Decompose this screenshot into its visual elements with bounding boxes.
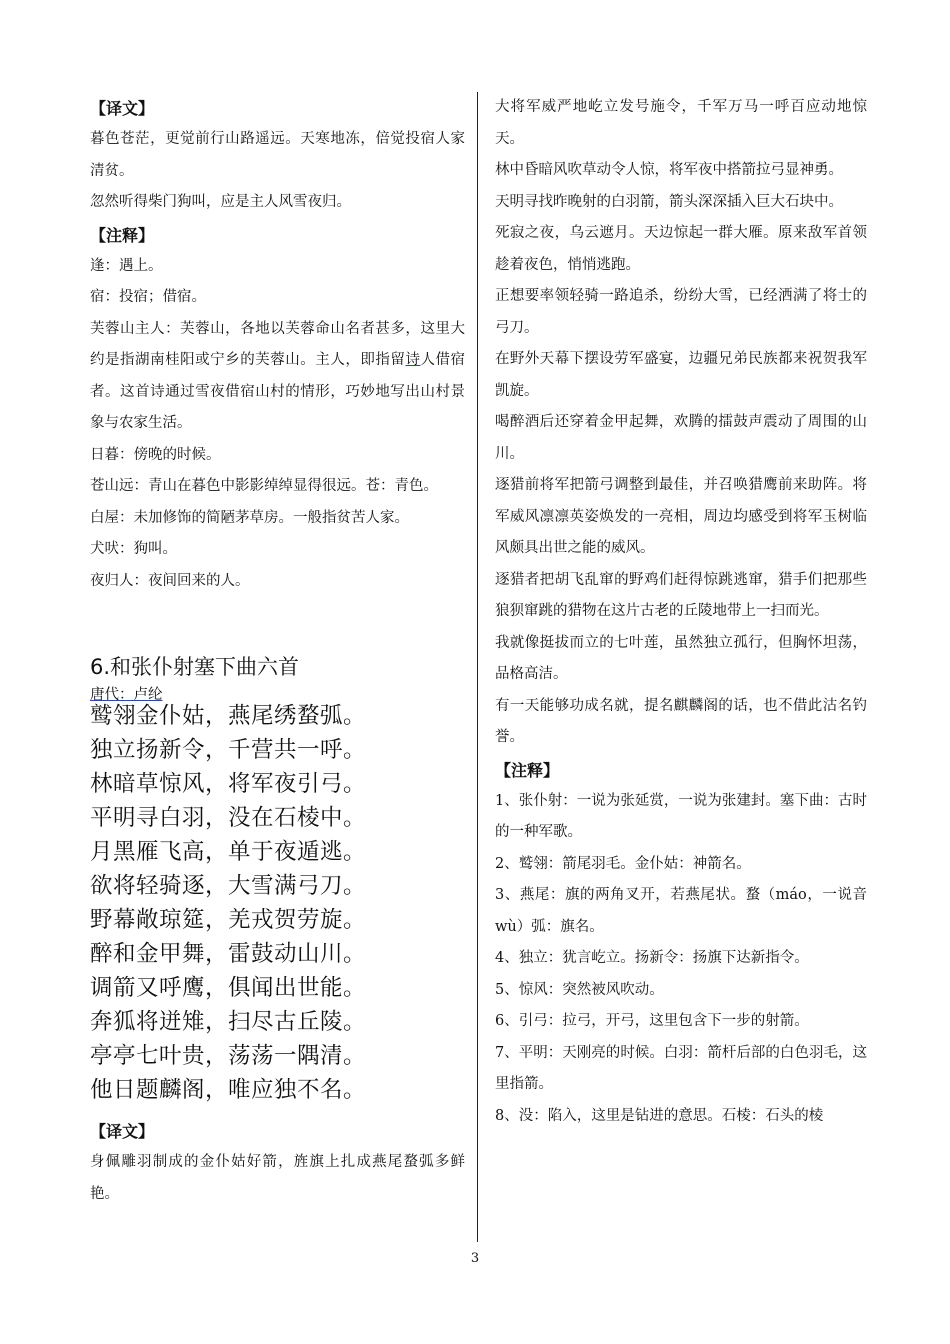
poem-line: 亭亭七叶贵，荡荡一隅清。 [90, 1043, 367, 1069]
note-item: 6、引弓：拉弓，开弓，这里包含下一步的射箭。 [495, 1013, 809, 1029]
note-item: 4、独立：犹言屹立。扬新令：扬旗下达新指令。 [495, 950, 809, 966]
translation-paragraph: 天明寻找昨晚射的白羽箭，箭头深深插入巨大石块中。 [495, 193, 843, 210]
poem-body [90, 699, 465, 1107]
translation-paragraph: 逐猎前将军把箭弓调整到最佳，并召唤猎鹰前来助阵。将军威风凛凛英姿焕发的一亮相，周边均感受到将军玉树临风颇具出世之能的威风。 [495, 477, 867, 556]
page-number: 3 [470, 1251, 480, 1266]
note-item: 苍山远：青山在暮色中影影绰绰显得很远。苍：青色。 [90, 478, 438, 494]
note-item: 白屋：未加修饰的简陋茅草房。一般指贫苦人家。 [90, 509, 409, 526]
poem-line: 调箭又呼鹰，俱闻出世能。 [90, 975, 367, 1001]
translation-heading: 【译文】 [90, 1122, 155, 1141]
translation-paragraph: 大将军威严地屹立发号施令，千军万马一呼百应动地惊天。 [495, 99, 867, 147]
poem-line: 独立扬新令，千营共一呼。 [90, 737, 367, 763]
note-text: 人借宿者。这首诗通过雪夜借宿山村的情形，巧妙地写出山村景象与农家生活。 [90, 352, 466, 431]
note-item: 2、鹫翎：箭尾羽毛。金仆姑：神箭名。 [495, 855, 751, 872]
poem-line: 鹫翎金仆姑，燕尾绣蝥弧。 [90, 703, 367, 729]
translation-paragraph: 有一天能够功成名就，提名麒麟阁的话，也不借此沽名钓誉。 [495, 697, 867, 745]
poem-line: 欲将轻骑逐，大雪满弓刀。 [90, 873, 367, 899]
poem-line: 林暗草惊风，将军夜引弓。 [90, 771, 367, 797]
poem-title: 6.和张仆射塞下曲六首 [90, 655, 300, 679]
poem-line: 平明寻白羽，没在石棱中。 [90, 805, 367, 831]
poem-line: 他日题麟阁，唯应独不名。 [90, 1077, 367, 1103]
poem-line: 野幕敞琼筵，羌戎贺劳旋。 [90, 907, 367, 933]
note-item: 3、燕尾：旗的两角叉开，若燕尾状。蝥（máo，一说音 wù）弧：旗名。 [495, 887, 867, 935]
author-name-link[interactable]: ：卢纶 [119, 687, 163, 703]
note-item: 1、张仆射：一说为张延赏，一说为张建封。塞下曲：古时的一种军歌。 [495, 792, 867, 840]
note-item: 日暮：傍晚的时候。 [90, 446, 221, 463]
translation-paragraph: 身佩雕羽制成的金仆姑好箭，旌旗上扎成燕尾蝥弧多鲜艳。 [90, 1154, 465, 1202]
translation-paragraph: 我就像挺拔而立的七叶莲，虽然独立孤行，但胸怀坦荡，品格高洁。 [495, 634, 867, 682]
note-text: 芙蓉山主人：芙蓉山，各地以芙蓉命山名者甚多，这里大约是指湖南桂阳或宁乡的芙蓉山。主人，即指留 [90, 320, 465, 368]
column-divider [477, 92, 478, 1242]
poem-line: 醉和金甲舞，雷鼓动山川。 [90, 941, 367, 967]
note-item: 宿：投宿；借宿。 [90, 289, 206, 305]
poem-line: 月黑雁飞高，单于夜遁逃。 [90, 839, 367, 865]
translation-paragraph: 林中昏暗风吹草动令人惊，将军夜中搭箭拉弓显神勇。 [495, 162, 843, 178]
translation-paragraph: 暮色苍茫，更觉前行山路遥远。天寒地冻，倍觉投宿人家清贫。 [90, 131, 465, 179]
left-column [90, 92, 465, 1210]
note-item: 夜归人：夜间回来的人。 [90, 572, 250, 589]
note-item [90, 314, 465, 440]
translation-paragraph: 在野外天幕下摆设劳军盛宴，边疆兄弟民族都来祝贺我军凯旋。 [495, 351, 867, 399]
note-item: 逢：遇上。 [90, 257, 163, 274]
right-column [495, 92, 867, 1132]
translation-heading: 【译文】 [90, 99, 155, 118]
note-item: 5、惊风：突然被风吹动。 [495, 981, 664, 998]
translation-paragraph: 喝醉酒后还穿着金甲起舞，欢腾的擂鼓声震动了周围的山川。 [495, 414, 867, 462]
translation-paragraph: 正想要率领轻骑一路追杀，纷纷大雪，已经洒满了将士的弓刀。 [495, 288, 867, 336]
notes-heading: 【注释】 [495, 760, 560, 780]
translation-paragraph: 逐猎者把胡飞乱窜的野鸡们赶得惊跳逃窜，猎手们把那些狼狈窜跳的猎物在这片古老的丘陵地带上一扫而光。 [495, 571, 867, 619]
translation-paragraph: 死寂之夜，乌云遮月。天边惊起一群大雁。原来敌军首领趁着夜色，悄悄逃跑。 [495, 225, 867, 273]
notes-heading: 【注释】 [90, 225, 155, 245]
note-item: 7、平明：天刚亮的时候。白羽：箭杆后部的白色羽毛，这里指箭。 [495, 1044, 867, 1092]
author-dynasty-link[interactable]: 唐代 [90, 687, 119, 703]
poem-line: 奔狐将迸雉，扫尽古丘陵。 [90, 1009, 367, 1035]
note-link-word[interactable]: 诗 [405, 352, 421, 368]
note-item: 犬吠：狗叫。 [90, 541, 177, 557]
translation-paragraph: 忽然听得柴门狗叫，应是主人风雪夜归。 [90, 194, 351, 210]
note-item: 8、没：陷入，这里是钻进的意思。石棱：石头的棱 [495, 1107, 824, 1124]
